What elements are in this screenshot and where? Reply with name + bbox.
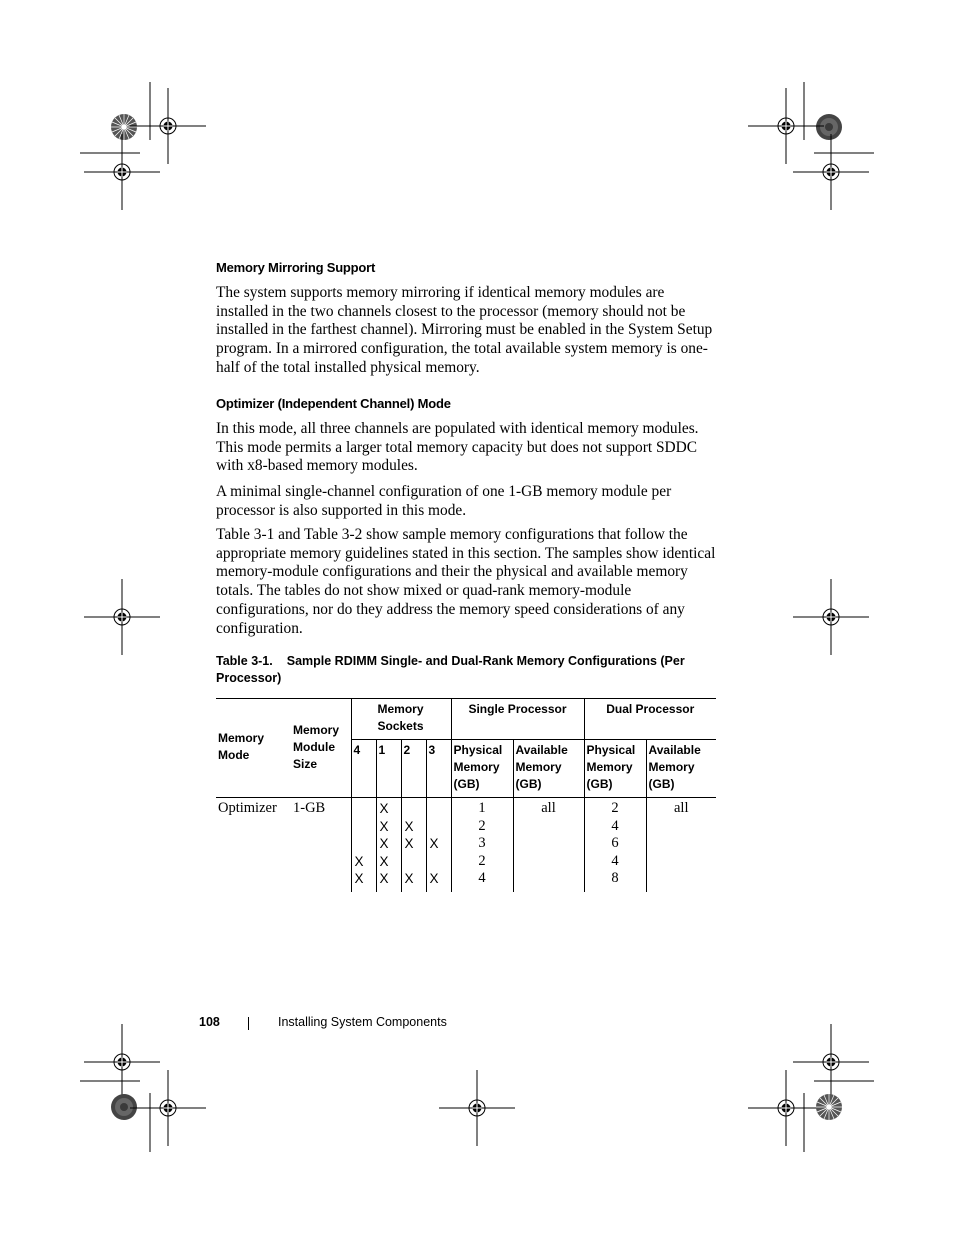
socket-mark: X (404, 818, 414, 834)
header-module-size: Memory Module Size (293, 722, 340, 771)
cell-socket-1 (376, 798, 401, 892)
header-memory-sockets: Memory Sockets (351, 699, 451, 740)
registration-cross-icon (793, 134, 869, 210)
header-socket-2: 2 (401, 740, 426, 798)
crop-mark-bottom-right (804, 1081, 874, 1152)
socket-mark: X (379, 801, 389, 816)
socket-mark (405, 800, 424, 818)
header-socket-1: 1 (376, 740, 401, 798)
sp-physical-value: 4 (478, 870, 486, 886)
table-header-row (216, 699, 716, 740)
dp-physical-value: 4 (611, 852, 619, 869)
socket-mark: X (379, 853, 389, 869)
socket-mark: X (354, 853, 364, 869)
socket-mark: X (404, 836, 414, 851)
sp-physical-value: 2 (478, 817, 486, 834)
dp-physical-value: 2 (611, 800, 619, 816)
table-caption-number: Table 3-1. (216, 654, 273, 668)
header-dp-available: Available Memory (GB) (646, 740, 716, 798)
sp-physical-value: 3 (478, 835, 486, 851)
header-dp-physical: Physical Memory (GB) (584, 740, 646, 798)
registration-cross-icon (748, 1070, 824, 1146)
table-row (216, 798, 716, 892)
section-heading-optimizer-mode: Optimizer (Independent Channel) Mode (216, 396, 451, 411)
registration-cross-icon (84, 1024, 160, 1100)
registration-cross-icon (130, 88, 206, 164)
registration-cross-icon (130, 1070, 206, 1146)
footer-separator (248, 1017, 249, 1030)
table-caption-text: Sample RDIMM Single- and Dual-Rank Memory Configurations (Per Processor) (216, 654, 685, 685)
dp-physical-value: 8 (611, 870, 619, 886)
paragraph-memory-mirroring: The system supports memory mirroring if identical memory modules are installed in the two channels closest to the processor (memory should not be installed in the farthest channel). Mirroring must be enabled in the System Setup program. In a mirrored configuration, the total available system memory is one-half of the total installed physical memory. (216, 284, 713, 376)
socket-mark (430, 818, 449, 836)
header-single-processor: Single Processor (451, 699, 584, 740)
sp-physical-value: 2 (478, 852, 486, 869)
crop-mark-top-left (80, 82, 150, 153)
socket-mark (405, 853, 424, 871)
dark-target-icon (111, 1094, 137, 1120)
dark-target-icon (816, 114, 842, 140)
footer-section-title: Installing System Components (278, 1015, 447, 1029)
cell-module-size: 1-GB (291, 798, 351, 892)
socket-mark: X (429, 836, 439, 851)
header-dual-processor: Dual Processor (584, 699, 716, 740)
cell-dp-available: all (646, 798, 716, 892)
socket-mark: X (404, 871, 414, 886)
header-socket-3: 3 (426, 740, 451, 798)
star-target-icon (111, 114, 137, 140)
registration-cross-icon (439, 1070, 515, 1146)
paragraph-optimizer-1: In this mode, all three channels are populated with identical memory modules. This mode permits a larger total memory capacity but does not support SDDC with x8-based memory modules. (216, 420, 699, 475)
cell-socket-3 (426, 798, 451, 892)
memory-configuration-table (216, 698, 716, 892)
sp-physical-value: 1 (478, 800, 486, 816)
header-socket-4: 4 (351, 740, 376, 798)
section-heading-memory-mirroring: Memory Mirroring Support (216, 260, 376, 275)
cell-sp-available: all (513, 798, 584, 892)
cell-memory-mode: Optimizer (216, 798, 291, 892)
header-memory-mode: Memory Mode (218, 731, 265, 762)
socket-mark (430, 800, 449, 818)
cell-sp-physical (451, 798, 513, 892)
socket-mark: X (379, 871, 389, 886)
socket-mark (355, 818, 374, 836)
header-sp-available: Available Memory (GB) (513, 740, 584, 798)
socket-mark (355, 835, 374, 853)
socket-mark: X (379, 818, 389, 834)
star-target-icon (816, 1094, 842, 1120)
cell-socket-2 (401, 798, 426, 892)
socket-mark: X (354, 871, 364, 886)
crop-mark-bottom-left (80, 1081, 150, 1152)
socket-mark: X (429, 871, 439, 886)
socket-mark: X (379, 836, 389, 851)
socket-mark (355, 800, 374, 818)
paragraph-optimizer-2: A minimal single-channel configuration of one 1-GB memory module per processor is also supported in this mode. (216, 483, 672, 519)
registration-cross-icon (748, 88, 824, 164)
registration-cross-icon (84, 579, 160, 655)
dp-physical-value: 6 (611, 835, 619, 851)
crop-mark-top-right (804, 82, 874, 153)
registration-cross-icon (793, 579, 869, 655)
registration-cross-icon (84, 134, 160, 210)
socket-mark (430, 853, 449, 871)
header-sp-physical: Physical Memory (GB) (451, 740, 513, 798)
table-caption (216, 653, 716, 687)
registration-cross-icon (793, 1024, 869, 1100)
page-number: 108 (199, 1015, 220, 1029)
cell-socket-4 (351, 798, 376, 892)
paragraph-optimizer-3: Table 3-1 and Table 3-2 show sample memory configurations that follow the appropriate memory guidelines stated in this section. The samples show identical memory-module configurations and their the physical and available memory totals. The tables do not show mixed or quad-rank memory-module configurations, nor do they address the memory speed considerations of any configuration. (216, 526, 716, 637)
cell-dp-physical (584, 798, 646, 892)
dp-physical-value: 4 (611, 817, 619, 834)
